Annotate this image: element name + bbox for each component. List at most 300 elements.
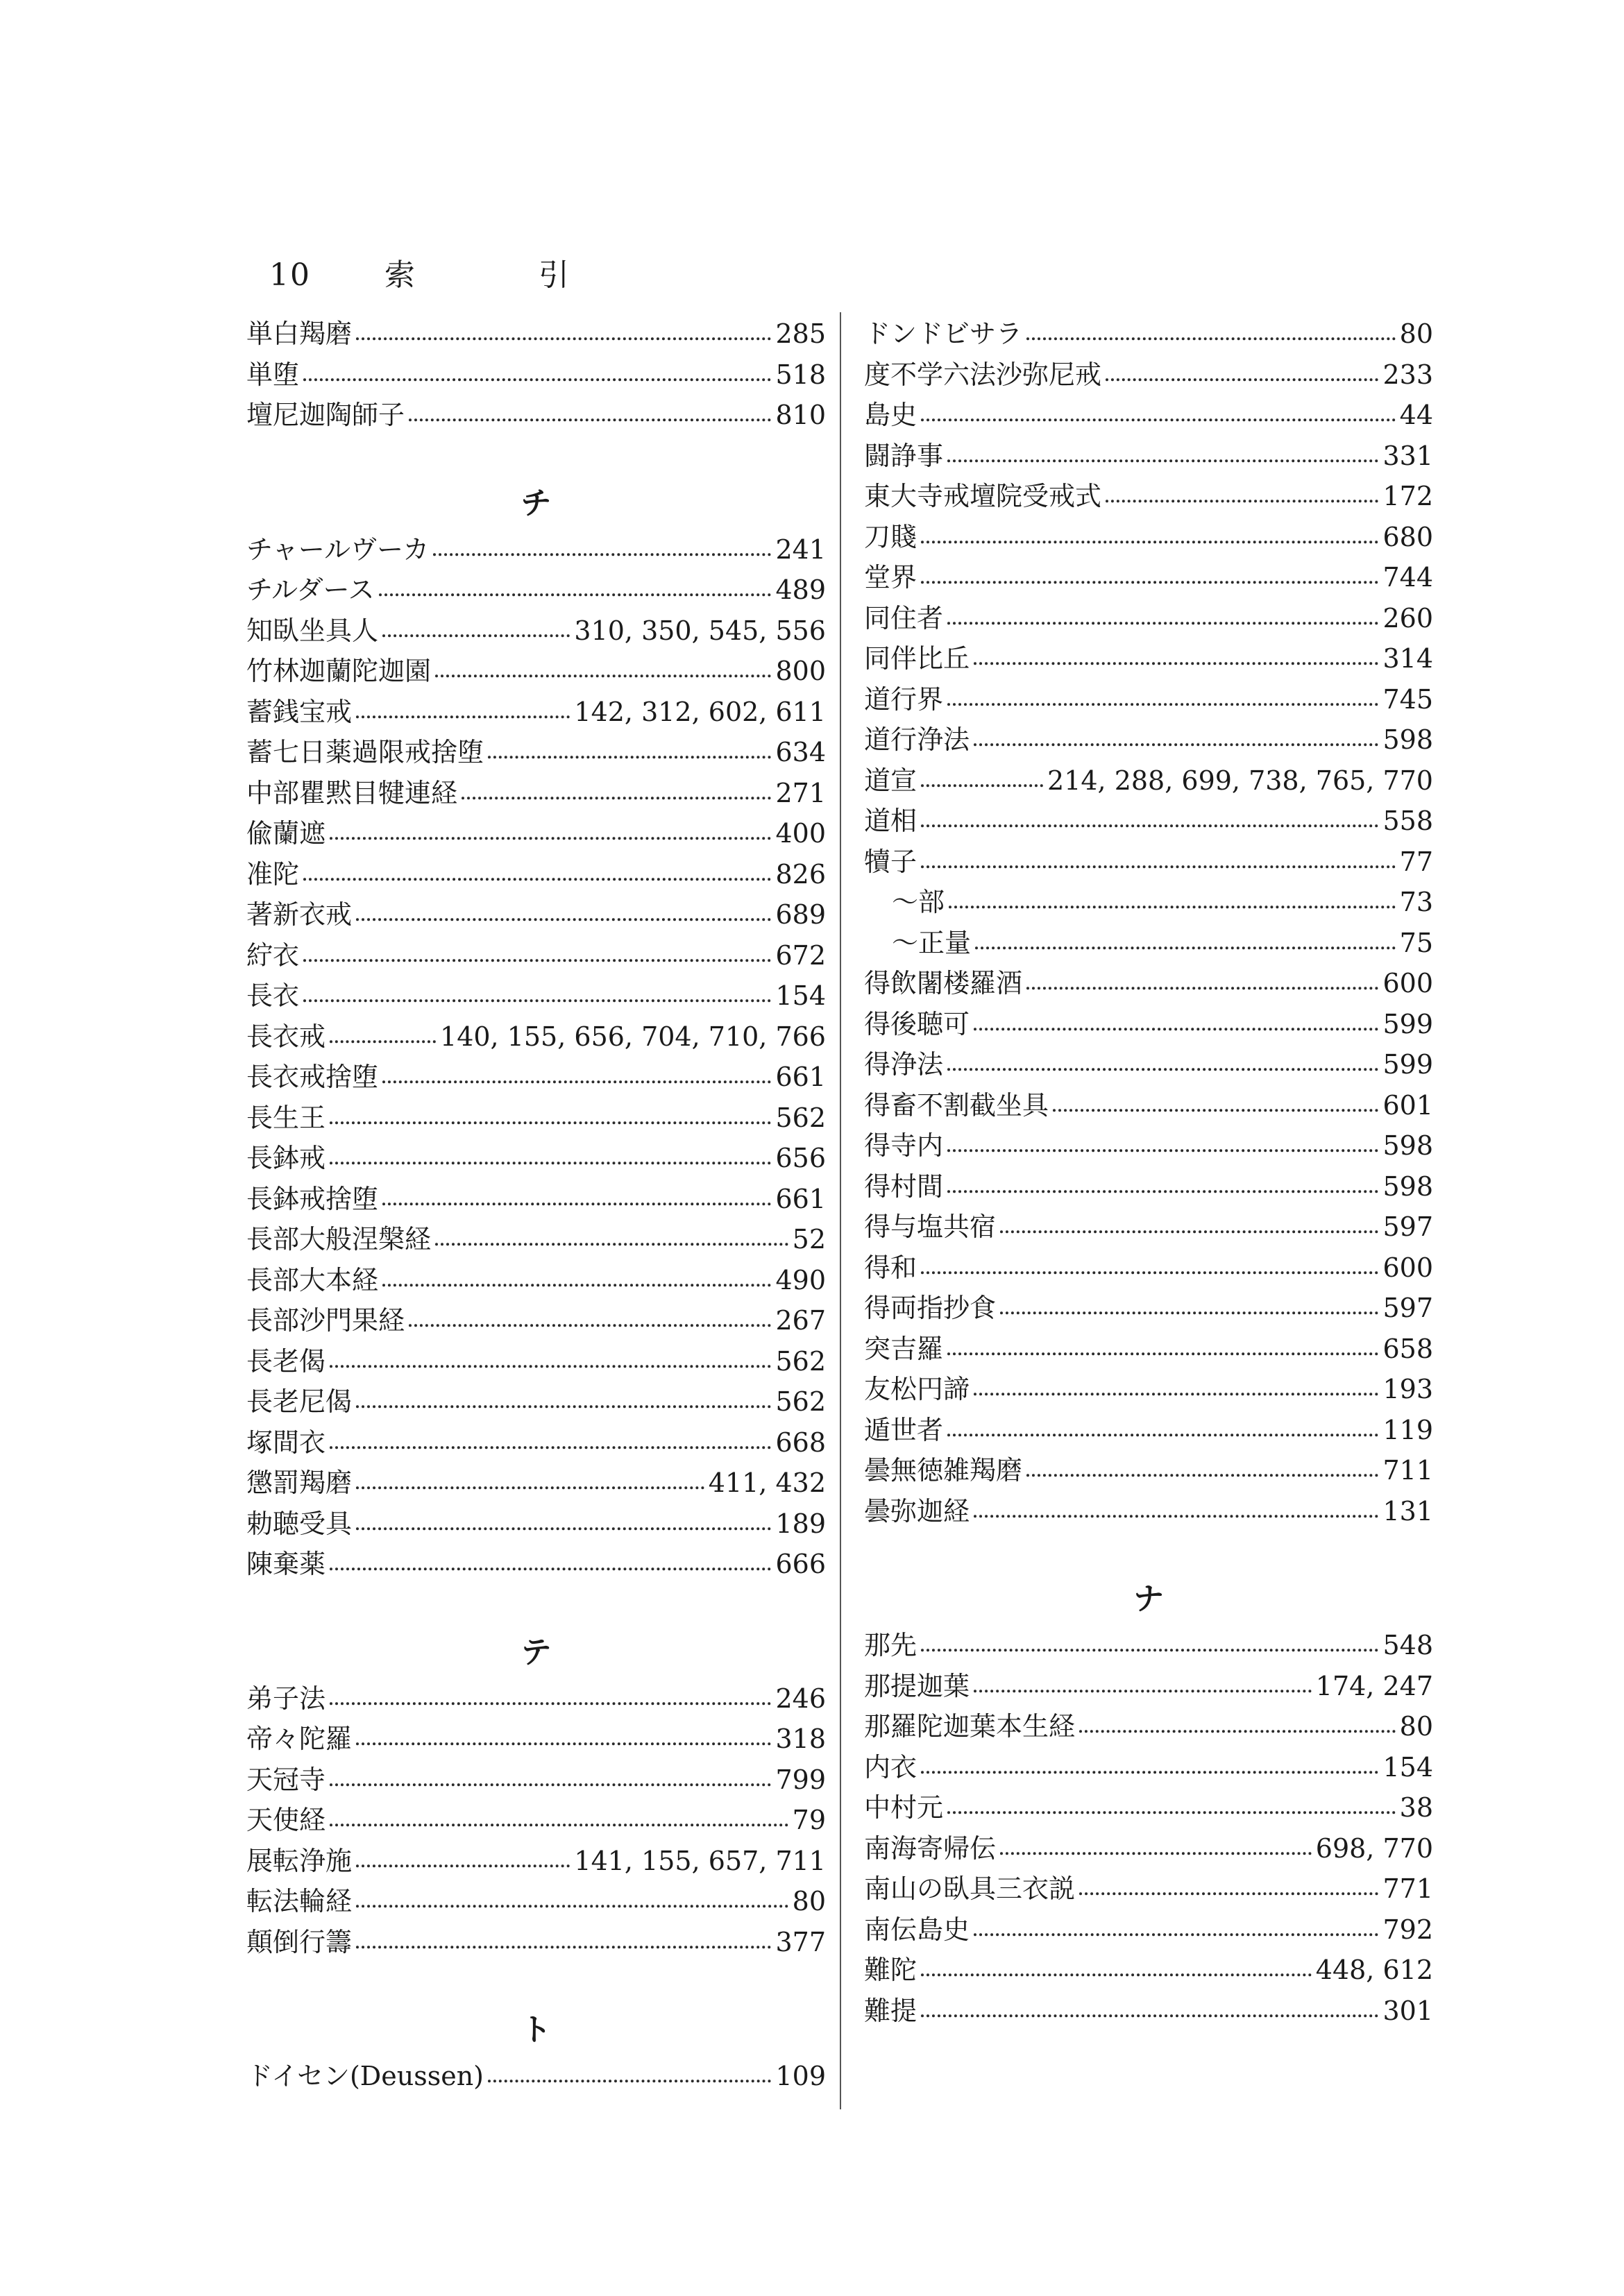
dot-leader [1053,1085,1378,1112]
entry-pages: 656 [775,1143,826,1173]
dot-leader [330,1678,771,1705]
dot-leader [947,1044,1378,1071]
entry-term: 弟子法 [246,1683,326,1714]
section-heading-te: テ [521,1634,552,1670]
entry-term: 展転浄施 [246,1845,353,1876]
entry-pages: 38 [1399,1792,1433,1823]
dot-leader [975,923,1396,949]
dot-leader [947,1787,1396,1814]
entry-term: 竹林迦蘭陀迦園 [246,656,432,686]
dot-leader [356,1381,771,1408]
entry-term: 内衣 [864,1751,917,1783]
dot-leader [409,395,771,421]
entry-pages: 548 [1382,1630,1433,1660]
entry-pages: 668 [775,1427,826,1458]
entry-term: 突吉羅 [864,1333,944,1364]
entry-term: 同伴比丘 [864,643,970,674]
dot-leader [921,842,1396,868]
index-entry [246,1218,826,1259]
entry-pages: 689 [775,899,826,930]
entry-term: 塚間衣 [246,1427,326,1458]
dot-leader [356,1881,788,1907]
entry-pages: 599 [1382,1049,1433,1080]
entry-term: 単白羯磨 [246,318,353,349]
entry-pages: 377 [775,1926,826,1957]
dot-leader [303,935,771,962]
index-entry [246,1055,826,1096]
entry-term: 遁世者 [864,1414,944,1445]
index-entry [246,1096,826,1137]
entry-pages: 598 [1382,724,1433,755]
entry-pages: 448, 612 [1315,1955,1433,1985]
index-entry [246,1880,826,1921]
dot-leader [356,894,771,921]
entry-pages: 131 [1382,1495,1433,1527]
entry-pages: 518 [775,359,826,390]
entry-pages: 598 [1382,1130,1433,1161]
dot-leader [356,692,570,718]
section-list-to [246,2055,826,2095]
index-entry [246,853,826,894]
index-entry [246,1502,826,1543]
entry-pages: 260 [1382,602,1433,633]
entry-pages: 489 [775,575,826,605]
index-entry [864,1989,1433,2030]
entry-pages: 600 [1382,1252,1433,1283]
index-entry [864,1908,1433,1949]
index-entry [246,934,826,975]
index-entry [864,759,1433,800]
index-entry [246,1921,826,1962]
index-entry [864,678,1433,719]
index-entry [864,1746,1433,1787]
entry-term: 転法輪経 [246,1886,353,1916]
entry-term: 南海寄帰伝 [864,1832,997,1864]
index-entry [246,609,826,650]
index-entry [864,881,1433,921]
index-entry [864,1705,1433,1746]
entry-term: 長衣 [246,980,300,1011]
section-gap [246,434,826,473]
entry-term: 難提 [864,1995,917,2026]
section-heading-to: ト [521,2012,552,2048]
dot-leader [921,395,1396,421]
entry-term: 得和 [864,1252,917,1283]
entry-term: 天使経 [246,1805,326,1835]
right-column [864,312,1433,2030]
entry-term: 同住者 [864,602,944,633]
entry-pages: 119 [1382,1414,1433,1445]
entry-term: 那提迦葉 [864,1670,970,1701]
entry-term: 堂界 [864,562,917,593]
section-heading-na: ナ [1133,1581,1164,1617]
dot-leader [435,1219,788,1245]
dot-leader [974,1910,1378,1936]
entry-pages: 214, 288, 699, 738, 765, 770 [1047,765,1433,796]
dot-leader [1079,1706,1396,1733]
dot-leader [921,1747,1378,1774]
entry-pages: 140, 155, 656, 704, 710, 766 [440,1021,826,1052]
dot-leader [1026,1450,1378,1477]
section-gap [246,1583,826,1622]
entry-term: ～部 [892,887,945,917]
entry-pages: 672 [775,939,826,971]
index-entry [864,434,1433,475]
section-list-na [864,1624,1433,2030]
dot-leader [921,1248,1378,1274]
section-gap [246,1961,826,1999]
dot-leader [356,1841,570,1867]
index-entry [864,597,1433,638]
entry-term: 曇無徳雑羯磨 [864,1455,1023,1486]
dot-leader [947,1166,1378,1193]
dot-leader [921,1625,1378,1651]
index-entry [246,1177,826,1218]
index-entry [864,312,1433,353]
entry-term: 偸蘭遮 [246,818,326,849]
index-entry [246,1677,826,1718]
entry-term: 長部大本経 [246,1264,379,1295]
entry-term: 知臥坐具人 [246,615,379,646]
entry-pages: 246 [775,1683,826,1714]
index-entry [246,1461,826,1502]
dot-leader [303,355,771,381]
entry-pages: 109 [775,2061,826,2091]
index-entry [246,812,826,853]
left-column [246,312,826,2095]
dot-leader [1000,1207,1378,1233]
index-entry [246,1839,826,1880]
entry-term: 得畜不割截坐具 [864,1089,1049,1121]
entry-pages: 75 [1399,927,1433,958]
index-entry [864,1084,1433,1125]
entry-pages: 73 [1399,887,1433,917]
dot-leader [379,570,772,596]
entry-pages: 141, 155, 657, 711 [574,1845,826,1876]
dot-leader [1106,476,1378,502]
index-entry [864,962,1433,1003]
dot-leader [974,1369,1378,1395]
entry-pages: 154 [1382,1751,1433,1783]
dot-leader [921,760,1043,787]
entry-pages: 193 [1382,1374,1433,1404]
entry-term: 得浄法 [864,1049,944,1080]
dot-leader [356,1719,771,1745]
index-entry [246,1299,826,1340]
entry-pages: 154 [775,980,826,1011]
dot-leader [1106,355,1378,381]
entry-term: 長生王 [246,1102,326,1133]
entry-pages: 599 [1382,1008,1433,1039]
page-number: 10 [269,257,311,293]
entry-term: 南山の臥具三衣説 [864,1873,1076,1904]
entry-pages: 233 [1382,359,1433,390]
index-entry [246,1015,826,1056]
index-entry [864,353,1433,394]
dot-leader [330,1098,771,1124]
entry-term: 曇弥迦経 [864,1495,970,1527]
entry-term: 長鉢戒 [246,1143,326,1173]
entry-pages: 601 [1382,1089,1433,1121]
index-entry [246,528,826,569]
entry-term: 天冠寺 [246,1764,326,1795]
dot-leader [356,314,771,340]
index-entry [864,475,1433,516]
dot-leader [330,1800,788,1826]
entry-term: 単堕 [246,359,300,390]
index-entry [246,1259,826,1300]
index-entry [864,718,1433,759]
entry-pages: 597 [1382,1293,1433,1323]
dot-leader [433,529,771,556]
entry-pages: 711 [1382,1455,1433,1486]
index-entry [864,1409,1433,1449]
dot-leader [382,1057,771,1083]
entry-pages: 310, 350, 545, 556 [574,615,826,646]
entry-term: 道宣 [864,765,917,796]
index-entry [246,2055,826,2095]
dot-leader [974,638,1378,665]
entry-term: 得両指抄食 [864,1293,997,1323]
index-entry [246,772,826,813]
index-entry [246,731,826,772]
dot-leader [1079,1869,1378,1895]
index-entry [246,1542,826,1583]
index-entry [864,516,1433,556]
dot-leader [330,1544,771,1570]
entry-pages: 80 [792,1886,826,1916]
dot-leader [303,854,771,881]
entry-term: 島史 [864,400,917,430]
entry-term: 那先 [864,1630,917,1660]
entry-term: 著新衣戒 [246,899,353,930]
entry-pages: 400 [775,818,826,849]
entry-term: 蓄銭宝戒 [246,696,353,727]
entry-pages: 744 [1382,562,1433,593]
entry-pages: 661 [775,1183,826,1214]
entry-term: 度不学六法沙弥尼戒 [864,359,1102,390]
entry-pages: 661 [775,1062,826,1092]
entry-term: 長衣戒 [246,1021,326,1052]
entry-pages: 810 [775,400,826,430]
entry-term: 那羅陀迦葉本生経 [864,1711,1076,1742]
dot-leader [974,1004,1378,1030]
entry-pages: 745 [1382,683,1433,715]
entry-pages: 142, 312, 602, 611 [574,696,826,727]
entry-pages: 80 [1399,1711,1433,1742]
dot-leader [330,1341,771,1368]
entry-pages: 558 [1382,806,1433,836]
entry-term: 勅聴受具 [246,1508,353,1539]
entry-pages: 301 [1382,1995,1433,2026]
entry-pages: 331 [1382,440,1433,471]
entry-pages: 634 [775,737,826,767]
entry-term: 顛倒行籌 [246,1926,353,1957]
entry-term: 紵衣 [246,939,300,971]
entry-term: 帝々陀羅 [246,1724,353,1754]
entry-pages: 800 [775,656,826,686]
index-entry [246,1137,826,1177]
entry-pages: 318 [775,1724,826,1754]
index-entry [246,1380,826,1421]
entry-pages: 562 [775,1386,826,1417]
index-entry [864,1327,1433,1368]
dot-leader [974,1491,1378,1517]
dot-leader [303,976,771,1002]
index-entry [864,1827,1433,1868]
index-entry [864,1246,1433,1287]
section-list-chi [246,528,826,1583]
dot-leader [330,1422,771,1449]
entry-term: 刀賤 [864,521,917,552]
entry-pages: 698, 770 [1315,1832,1433,1864]
dot-leader [488,732,771,758]
entry-term: 壇尼迦陶師子 [246,400,405,430]
entry-term: 道相 [864,806,917,836]
entry-term: 闘諍事 [864,440,944,471]
entry-term: 蓄七日薬過限戒捨堕 [246,737,484,767]
dot-leader [356,1504,771,1530]
entry-pages: 189 [775,1508,826,1539]
dot-leader [921,517,1378,543]
entry-term: 得飲闍楼羅酒 [864,968,1023,998]
entry-pages: 598 [1382,1171,1433,1202]
index-entry [864,1286,1433,1327]
entry-pages: 826 [775,858,826,890]
page-header [269,250,570,294]
entry-pages: 597 [1382,1211,1433,1242]
entry-pages: 562 [775,1345,826,1377]
entry-term: 難陀 [864,1955,917,1985]
index-entry [864,1124,1433,1165]
index-entry [246,312,826,353]
dot-leader [462,773,771,799]
entry-term: 道行浄法 [864,724,970,755]
entry-term: 長老尼偈 [246,1386,353,1417]
dot-leader [947,1125,1378,1152]
dot-leader [330,1017,436,1043]
entry-term: 得与塩共宿 [864,1211,997,1242]
entry-pages: 172 [1382,481,1433,511]
section-heading-chi: チ [521,485,552,521]
index-entry [864,1449,1433,1490]
index-entry [246,393,826,434]
entry-pages: 792 [1382,1914,1433,1945]
index-entry [246,1421,826,1462]
index-entry [864,1043,1433,1084]
index-entry [246,893,826,934]
dot-leader [435,651,771,677]
index-entry [246,649,826,690]
dot-leader [488,2056,771,2082]
section-gap [864,1530,1433,1568]
entry-term: 南伝島史 [864,1914,970,1945]
column-divider [840,312,841,2109]
entry-pages: 241 [775,534,826,565]
index-entry [246,353,826,394]
entry-pages: 174, 247 [1315,1670,1433,1701]
left-top-list [246,312,826,434]
entry-pages: 271 [775,777,826,808]
index-entry [246,568,826,609]
index-entry [864,556,1433,597]
index-entry [864,840,1433,881]
entry-term: 陳棄薬 [246,1549,326,1579]
entry-term: チャールヴーカ [246,534,430,565]
index-entry [246,1340,826,1381]
index-entry [864,1368,1433,1409]
dot-leader [330,813,771,840]
index-entry [246,1798,826,1839]
entry-pages: 267 [775,1305,826,1336]
index-entry [864,1867,1433,1908]
entry-pages: 600 [1382,968,1433,998]
entry-term: 懲罰羯磨 [246,1468,353,1498]
entry-term: 長部大般涅槃経 [246,1224,432,1255]
entry-term: 長衣戒捨堕 [246,1062,379,1092]
entry-term: チルダース [246,575,375,605]
dot-leader [382,1260,771,1286]
index-entry [864,1786,1433,1827]
entry-term: 得村間 [864,1171,944,1202]
section-list-te [246,1677,826,1962]
index-entry [864,1665,1433,1706]
index-entry [864,393,1433,434]
dot-leader [409,1300,771,1327]
dot-leader [356,1463,704,1489]
dot-leader [947,1410,1378,1436]
index-entry [864,1205,1433,1246]
entry-term: ドイセン(Deussen) [246,2061,484,2091]
dot-leader [947,598,1378,624]
index-entry [864,637,1433,678]
entry-term: 長鉢戒捨堕 [246,1183,379,1214]
entry-pages: 771 [1382,1873,1433,1904]
entry-term: 得寺内 [864,1130,944,1161]
dot-leader [1000,1288,1378,1314]
entry-pages: 79 [792,1805,826,1835]
entry-pages: 80 [1399,318,1433,349]
entry-pages: 666 [775,1549,826,1579]
index-entry [864,921,1433,962]
entry-term: 得後聴可 [864,1008,970,1039]
entry-term: 長部沙門果経 [246,1305,405,1336]
index-entry [246,974,826,1015]
entry-term: 犢子 [864,846,917,877]
dot-leader [921,1950,1312,1976]
page-title-part-2: 引 [539,257,570,293]
index-entry [246,1717,826,1758]
index-entry [864,799,1433,840]
entry-term: ドンドビサラ [864,318,1023,349]
entry-pages: 490 [775,1264,826,1295]
entry-pages: 680 [1382,521,1433,552]
entry-pages: 658 [1382,1333,1433,1364]
entry-pages: 52 [792,1224,826,1255]
dot-leader [382,1179,771,1205]
entry-pages: 77 [1399,846,1433,877]
entry-pages: 799 [775,1764,826,1795]
dot-leader [921,801,1378,827]
entry-term: 長老偈 [246,1345,326,1377]
dot-leader [330,1760,771,1786]
index-entry [246,1758,826,1799]
entry-pages: 44 [1399,400,1433,430]
dot-leader [1026,314,1396,340]
entry-term: 准陀 [246,858,300,890]
dot-leader [947,436,1378,462]
index-entry [246,690,826,731]
